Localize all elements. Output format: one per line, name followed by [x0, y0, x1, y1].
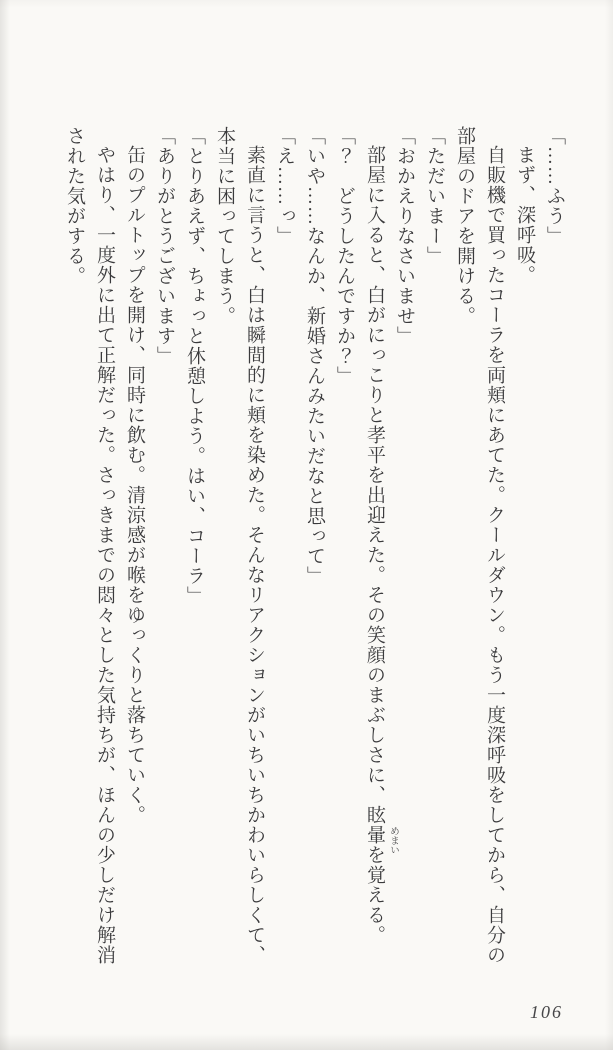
- text-column: 「いや……なんか、新婚さんみたいだなと思って」: [304, 126, 325, 586]
- text-column: 素直に言うと、白は瞬間的に頬を染めた。そんなリアクションがいちいちかわいらしくて、: [244, 145, 265, 965]
- text-column: された気がする。: [64, 126, 85, 286]
- text-region: [59, 126, 569, 994]
- text-column: 「……ふう」: [544, 126, 565, 246]
- text-column: 本当に困ってしまう。: [214, 126, 235, 326]
- text-column: 「ただいまー」: [424, 126, 445, 266]
- text-column: 「？ どうしたんですか？」: [334, 126, 355, 386]
- furigana-group: [364, 805, 398, 855]
- text-column-with-furigana: [359, 126, 398, 994]
- ruby-text: めまい: [388, 826, 398, 855]
- page-number: 106: [530, 1002, 563, 1022]
- text-column: 缶のプルトップを開け、同時に飲む。清涼感が喉をゆっくりと落ちていく。: [124, 145, 145, 825]
- text-segment: を覚える。: [364, 845, 385, 945]
- ruby-base: 眩暈: [364, 805, 385, 845]
- text-column: 自販機で買ったコーラを両頬にあてた。クールダウン。もう一度深呼吸をしてから、自分の: [484, 145, 505, 965]
- text-column: やはり、一度外に出て正解だった。さっきまでの悶々とした気持ちが、ほんの少しだけ解消: [94, 145, 115, 965]
- text-column: 「おかえりなさいませ」: [394, 126, 415, 346]
- text-column: 「ありがとうございます」: [154, 126, 175, 366]
- text-column: 「とりあえず、ちょっと休憩しよう。はい、コーラ」: [184, 126, 205, 606]
- text-column: まず、深呼吸。: [514, 145, 535, 285]
- text-segment: 部屋に入ると、白がにっこりと孝平を出迎えた。その笑顔のまぶしさに、: [364, 145, 385, 805]
- text-column: 「え……っ」: [274, 126, 295, 246]
- text-column: 部屋のドアを開ける。: [454, 126, 475, 326]
